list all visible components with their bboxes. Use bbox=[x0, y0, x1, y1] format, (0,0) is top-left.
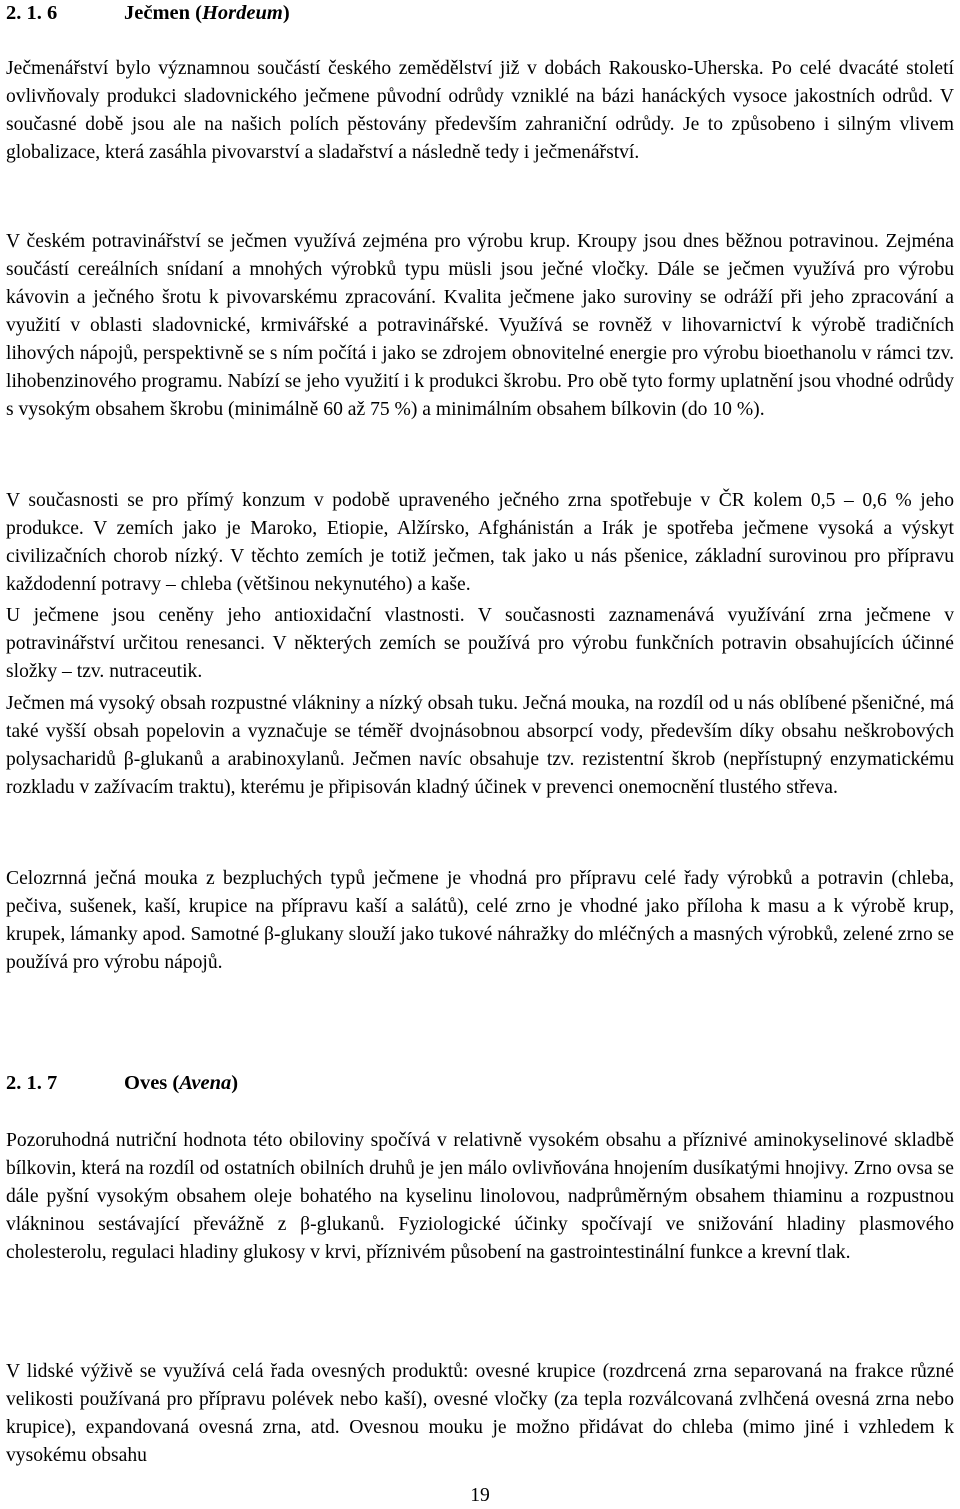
section-genus: Avena bbox=[179, 1072, 232, 1094]
paragraph: Celozrnná ječná mouka z bezpluchých typů ječmene je vhodná pro přípravu celé řady výrobků a potravin (chleba, pečiva, sušenek, kaší, krupice na přípravu kaší a salátů), celé zrno je vhodné jako příloha k masu a k výrobě krup, krupek, lámanky apod. Samotné β-glukany slouží jako tukové náhražky do mléčných a masných výrobků, zelené zrno se používá pro výrobu nápojů. bbox=[6, 868, 954, 973]
paragraph: V současnosti se pro přímý konzum v podobě upraveného ječného zrna spotřebuje v ČR kolem 0,5 – 0,6 % jeho produkce. V zemích jako je Maroko, Etiopie, Alžírsko, Afghánistán a Irák je spotřeba ječmene vysoká a výskyt civilizačních chorob nízký. V těchto zemích je totiž ječmen, tak jako u nás pšenice, základní surovinou pro přípravu každodenní potravy – chleba (většinou nekynutého) a kaše. bbox=[6, 490, 954, 595]
paragraph: V lidské výživě se využívá celá řada ovesných produktů: ovesné krupice (rozdrcená zrna separovaná na frakce různé velikosti používaná pro přípravu polévek nebo kaší), ovesné vločky (za tepla rozválcovaná zvlhčená ovesná zrna nebo krupice), expandovaná ovesná zrna, atd. Ovesnou mouku je možno přidávat do chleba (mimo jiné i vzhledem k vysokému obsahu bbox=[6, 1361, 954, 1466]
paragraph: U ječmene jsou ceněny jeho antioxidační vlastnosti. V současnosti zaznamenává využívání zrna ječmene v potravinářství určitou renesanci. V některých zemích se používá pro výrobu funkčních potravin obsahujících účinné složky – tzv. nutraceutik. bbox=[6, 605, 954, 682]
page-number: 19 bbox=[470, 1485, 490, 1506]
section-heading-jecmen: 2. 1. 6 Ječmen (Hordeum) bbox=[6, 0, 290, 27]
section-number: 2. 1. 6 bbox=[6, 2, 58, 24]
section-title: Ječmen bbox=[124, 2, 191, 24]
section-heading-oves: 2. 1. 7 Oves (Avena) bbox=[6, 1069, 238, 1097]
paragraph: V českém potravinářství se ječmen využívá zejména pro výrobu krup. Kroupy jsou dnes běžnou potravinou. Zejména součástí cereálních snídaní a mnohých výrobků typu müsli jsou ječné vločky. Dále se ječmen využívá pro výrobu kávovin a ječného šrotu k pivovarskému zpracování. Kvalita ječmene jako suroviny se odráží při jeho zpracování a využití v oblasti sladovnické, krmivářské a potravinářské. Využívá se rovněž v lihovarnictví k výrobě tradičních lihových nápojů, perspektivně se s ním počítá i jako se zdrojem obnovitelné energie pro výrobu bioethanolu v rámci tzv. lihobenzinového programu. Nabízí se jeho využití i k produkci škrobu. Pro obě tyto formy uplatnění jsou vhodné odrůdy s vysokým obsahem škrobu (minimálně 60 až 75 %) a minimálním obsahem bílkovin (do 10 %). bbox=[6, 231, 954, 420]
section-title: Oves bbox=[124, 1072, 168, 1094]
paragraph: Pozoruhodná nutriční hodnota této obiloviny spočívá v relativně vysokém obsahu a příznivé aminokyselinové skladbě bílkovin, která na rozdíl od ostatních obilních druhů je jen málo ovlivňována hnojením dusíkatými hnojivy. Zrno ovsa se dále pyšní vysokým obsahem oleje bohatého na kyselinu linolovou, nadprůměrným obsahem thiaminu a rozpustnou vlákninou sestávající převážně z β-glukanů. Fyziologické účinky spočívají ve snižování hladiny plasmového cholesterolu, regulaci hladiny glukosy v krvi, příznivém působení na gastrointestinální funkce a krevní tlak. bbox=[6, 1130, 954, 1263]
paragraph: Ječmenářství bylo významnou součástí českého zemědělství již v dobách Rakousko-Uherska. Po celé dvacáté století ovlivňovaly produkci sladovnického ječmene původní odrůdy vzniklé na bázi hanáckých vysoce jakostních odrůd. V současné době jsou ale na našich polích pěstovány především zahraniční odrůdy. Je to způsobeno i silným vlivem globalizace, která zasáhla pivovarství a sladařství a následně tedy i ječmenářství. bbox=[6, 58, 954, 163]
paragraph: Ječmen má vysoký obsah rozpustné vlákniny a nízký obsah tuku. Ječná mouka, na rozdíl od u nás oblíbené pšeničné, má také vyšší obsah popelovin a vyznačuje se téměř dvojnásobnou absorpcí vody, především díky obsahu neškrobových polysacharidů β-glukanů a arabinoxylanů. Ječmen navíc obsahuje tzv. rezistentní škrob (nepřístupný enzymatickému rozkladu v zažívacím traktu), kterému je připisován kladný účinek v prevenci onemocnění tlustého střeva. bbox=[6, 693, 954, 798]
section-number: 2. 1. 7 bbox=[6, 1072, 58, 1094]
section-genus: Hordeum bbox=[201, 2, 283, 24]
